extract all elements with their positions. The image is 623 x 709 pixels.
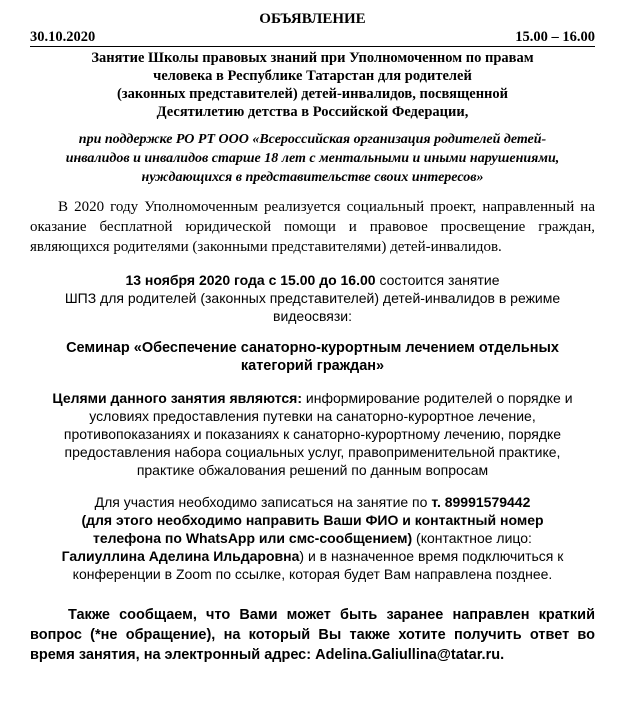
subject-line: Десятилетию детства в Российской Федерации, (156, 104, 469, 120)
registration-line-4 (30, 547, 595, 565)
goals-text: информирование родителей о порядке и (302, 390, 573, 406)
goals-line: практике обжалования решений по данным вопросам (136, 462, 489, 478)
subject-line: человека в Республике Татарстан для родителей (153, 68, 472, 84)
subject-line: (законных представителей) детей-инвалидов, посвященной (116, 86, 509, 102)
final-paragraph: Также сообщаем, что Вами может быть заранее направлен краткий вопрос (*не обращение), на который Вы также хотите получить ответ во время занятия, на электронный адрес: Adelina.Galiullina@tatar.ru. (30, 607, 595, 663)
registration-lead: Для участия необходимо записаться на занятие по (94, 494, 432, 510)
contact-lead: (контактное лицо: (412, 530, 532, 546)
goals-line-1 (30, 389, 595, 407)
intro-paragraph: В 2020 году Уполномоченным реализуется социальный проект, направленный на оказание бесплатной юридической помощи и правовое просвещение граждан, являющихся родителями (законными представителями) детей-инвалидов. (30, 199, 595, 255)
meeting-date: 13 ноября 2020 года с 15.00 до 16.00 (125, 272, 376, 288)
goals-label: Целями данного занятия являются: (52, 390, 303, 406)
announcement-date: 30.10.2020 (30, 29, 96, 45)
meeting-line: ШПЗ для родителей (законных представителей) детей-инвалидов в режиме (64, 290, 561, 306)
support-block (30, 130, 595, 187)
registration-instruction: (для этого необходимо направить Ваши ФИО и контактный номер (81, 512, 544, 528)
registration-line-2 (30, 511, 595, 529)
registration-block (30, 493, 595, 583)
phone-number: т. 89991579442 (431, 494, 531, 510)
goals-line: предоставления набора социальных услуг, правоприменительной практике, (64, 444, 561, 460)
goals-line: условиях предоставления путевки на санаторно-курортное лечение, (89, 408, 536, 424)
meeting-line: видеосвязи: (273, 308, 352, 324)
goals-line: противопоказаниях и показаниях к санаторно-курортному лечению, порядке (63, 426, 562, 442)
announcement-title: ОБЪЯВЛЕНИЕ (259, 11, 366, 27)
meeting-date-suffix: состоится занятие (375, 272, 500, 288)
seminar-line: Семинар «Обеспечение санаторно-курортным лечением отдельных (66, 340, 559, 356)
registration-instruction: телефона по WhatsApp или смс-сообщением) (93, 530, 413, 546)
seminar-title (30, 339, 595, 375)
registration-text: ) и в назначенное время подключиться к (299, 548, 564, 564)
support-line: нуждающихся в представительстве своих интересов» (141, 170, 484, 185)
meeting-line-1 (30, 271, 595, 289)
registration-line-1 (30, 493, 595, 511)
contact-name: Галиуллина Аделина Ильдаровна (61, 548, 300, 564)
subject-block (30, 49, 595, 121)
announcement-time: 15.00 – 16.00 (515, 29, 595, 45)
subject-line: Занятие Школы правовых знаний при Уполномоченном по правам (91, 50, 534, 66)
registration-line-3 (30, 529, 595, 547)
seminar-line: категорий граждан» (240, 358, 385, 374)
support-line: инвалидов и инвалидов старше 18 лет с ментальными и иными нарушениями, (65, 151, 560, 166)
goals-block (30, 389, 595, 479)
meeting-block (30, 271, 595, 325)
date-time-row (30, 28, 595, 47)
registration-line: конференции в Zoom по ссылке, которая будет Вам направлена позднее. (72, 566, 553, 582)
support-line: при поддержке РО РТ ООО «Всероссийская организация родителей детей- (78, 132, 547, 147)
